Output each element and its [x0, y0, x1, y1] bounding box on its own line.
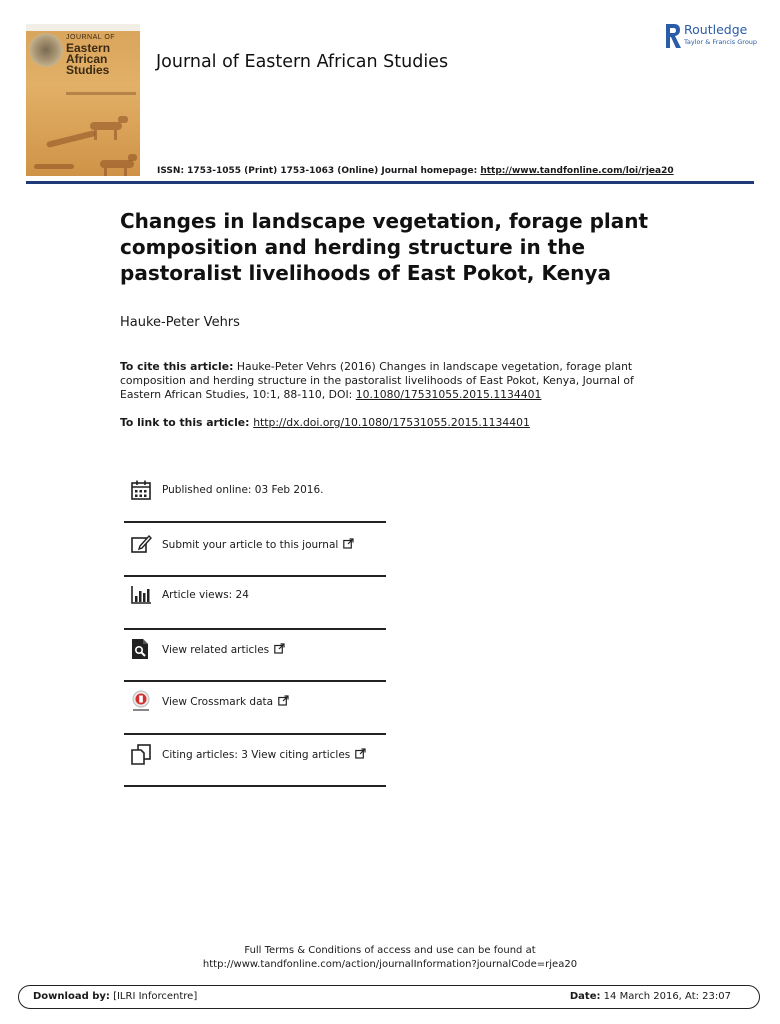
document-search-icon — [130, 638, 152, 660]
external-link-icon — [343, 538, 354, 549]
edit-pencil-icon — [130, 533, 152, 555]
cite-text: Hauke-Peter Vehrs (2016) Changes in landscape vegetation, forage plant composition and herding structure in the pastoralist livelihoods of East Pokot, Kenya, Journal of Eastern African Studies, 10:1, 88-110, DOI: — [120, 360, 634, 401]
citation-block — [120, 360, 660, 402]
download-info-bar — [18, 985, 760, 1009]
crossmark-row[interactable] — [124, 690, 386, 714]
citing-articles-row[interactable] — [124, 743, 386, 767]
crossmark-link[interactable]: View Crossmark data — [162, 695, 289, 708]
publisher-subtitle: Taylor & Francis Group — [684, 38, 758, 46]
cover-line-1: JOURNAL OF — [66, 34, 116, 41]
journal-name: Journal of Eastern African Studies — [156, 52, 449, 72]
article-views-count: Article views: 24 — [162, 589, 249, 601]
submit-article-row[interactable] — [124, 533, 386, 557]
external-link-icon — [355, 748, 366, 759]
publisher-name: Routledge — [684, 22, 748, 37]
info-divider — [124, 575, 386, 577]
bar-chart-icon — [130, 584, 152, 606]
cover-seal-icon — [29, 33, 63, 67]
related-articles-link[interactable]: View related articles — [162, 643, 285, 656]
terms-url-link[interactable]: http://www.tandfonline.com/action/journalInformation?journalCode=rjea20 — [202, 959, 578, 970]
calendar-icon — [130, 479, 152, 501]
citing-documents-icon — [130, 743, 152, 765]
info-divider — [124, 521, 386, 523]
issn-line — [157, 166, 674, 176]
link-label: To link to this article: — [120, 416, 254, 429]
journal-homepage-link[interactable]: http://www.tandfonline.com/loi/rjea20 — [480, 166, 674, 176]
cover-title — [66, 32, 138, 76]
info-divider — [124, 680, 386, 682]
related-articles-row[interactable] — [124, 638, 386, 662]
submit-article-link[interactable]: Submit your article to this journal — [162, 538, 354, 551]
routledge-r-logo-icon — [664, 22, 682, 50]
published-date: Published online: 03 Feb 2016. — [162, 484, 324, 496]
info-divider — [124, 628, 386, 630]
issn-text: ISSN: 1753-1055 (Print) 1753-1063 (Online) Journal homepage: — [157, 166, 481, 176]
header-rule — [26, 181, 754, 184]
publisher-logo — [664, 22, 764, 52]
journal-cover-image — [26, 24, 140, 176]
cover-line-3: African — [66, 52, 108, 66]
article-url-link[interactable]: http://dx.doi.org/10.1080/17531055.2015.1134401 — [253, 416, 530, 429]
cover-line-4: Studies — [66, 63, 110, 77]
external-link-icon — [274, 643, 285, 654]
article-title: Changes in landscape vegetation, forage plant composition and herding structure in the pastoralist livelihoods of East Pokot, Kenya — [120, 209, 649, 285]
terms-line-1: Full Terms & Conditions of access and use can be found at — [244, 945, 536, 956]
article-link-line — [120, 416, 530, 429]
external-link-icon — [278, 695, 289, 706]
terms-notice — [0, 944, 780, 972]
article-views-row — [124, 584, 386, 608]
info-divider — [124, 733, 386, 735]
doi-link[interactable]: 10.1080/17531055.2015.1134401 — [355, 388, 542, 401]
published-online-row — [124, 479, 386, 503]
citing-articles-link[interactable]: Citing articles: 3 View citing articles — [162, 748, 366, 761]
download-by: Download by: [ILRI Inforcentre] — [33, 991, 198, 1002]
article-author: Hauke-Peter Vehrs — [120, 315, 240, 330]
info-divider — [124, 785, 386, 787]
cover-line-2: Eastern — [66, 41, 111, 55]
cite-label: To cite this article: — [120, 360, 234, 373]
download-date: Date: 14 March 2016, At: 23:07 — [569, 991, 731, 1002]
crossmark-icon — [130, 690, 152, 712]
